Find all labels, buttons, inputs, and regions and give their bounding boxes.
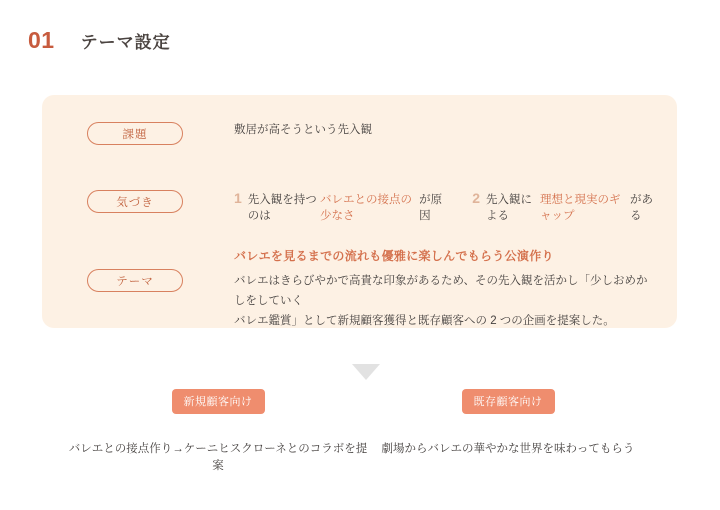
tag-existing-customers: 既存顧客向け bbox=[462, 389, 555, 414]
row-label-theme: テーマ bbox=[87, 269, 183, 292]
description-existing-customers: 劇場からバレエの華やかな世界を味わってもらう bbox=[381, 443, 635, 455]
page-title: テーマ設定 bbox=[80, 33, 171, 52]
row-label-findings: 気づき bbox=[87, 190, 183, 213]
theme-body-line: バレエ鑑賞」として新規顧客獲得と既存顧客への 2 つの企画を提案した。 bbox=[234, 315, 615, 328]
theme-body-line: バレエはきらびやかで高貴な印象があるため、その先入観を活かし「少しおめかしをしていく bbox=[234, 275, 648, 308]
row-content-issue bbox=[234, 122, 657, 140]
finding-index: 1 bbox=[234, 190, 242, 206]
description-new-customers: バレエとの接点作り→ケーニヒスクローネとのコラボを提案 bbox=[68, 443, 368, 473]
theme-body bbox=[234, 271, 657, 331]
bottom-column-new-customers bbox=[68, 389, 368, 476]
finding-text-post: がある bbox=[630, 194, 653, 222]
down-arrow-icon bbox=[352, 364, 380, 380]
finding-item bbox=[472, 190, 657, 223]
row-content-theme bbox=[234, 247, 657, 331]
section-number: 01 bbox=[28, 27, 55, 53]
bottom-column-existing-customers bbox=[358, 389, 658, 458]
finding-text-pre: 先入観を持つのは bbox=[247, 194, 317, 222]
finding-text-highlight: バレエとの接点の少なさ bbox=[319, 194, 412, 222]
finding-text-pre: 先入観による bbox=[486, 194, 533, 222]
findings-list bbox=[234, 190, 657, 223]
row-label-issue: 課題 bbox=[87, 122, 183, 145]
tag-new-customers: 新規顧客向け bbox=[172, 389, 265, 414]
issue-text: 敷居が高そうという先入観 bbox=[234, 124, 372, 136]
finding-text-post: が原因 bbox=[419, 194, 443, 222]
page-header bbox=[28, 27, 171, 54]
theme-panel bbox=[42, 95, 677, 328]
finding-item bbox=[234, 190, 446, 223]
finding-index: 2 bbox=[472, 190, 481, 206]
row-content-findings bbox=[234, 190, 657, 223]
finding-text-highlight: 理想と現実のギャップ bbox=[540, 194, 621, 222]
theme-headline: バレエを見るまでの流れも優雅に楽しんでもらう公演作り bbox=[234, 249, 554, 263]
